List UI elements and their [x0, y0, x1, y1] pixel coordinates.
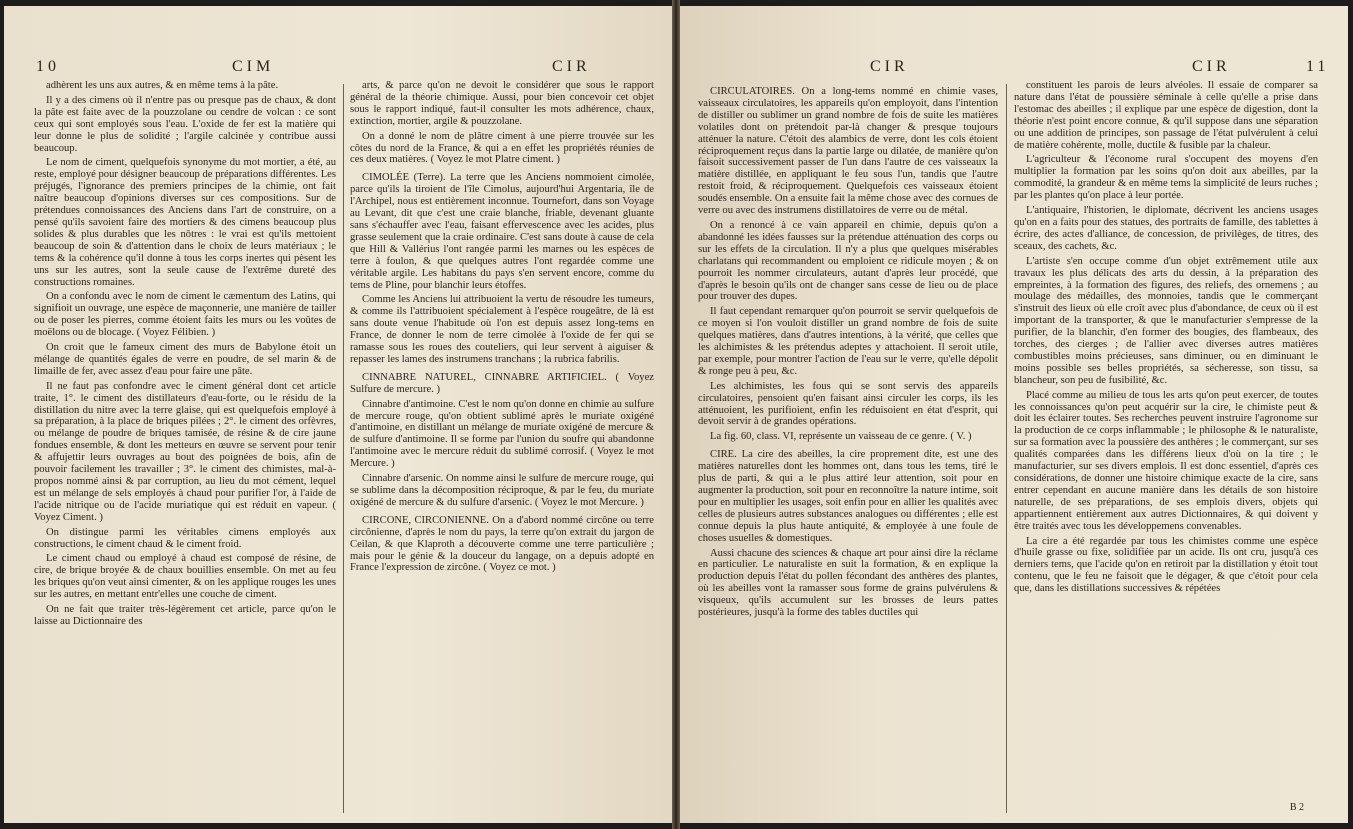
signature-mark: B 2: [1289, 802, 1304, 813]
running-header-right: [680, 58, 1348, 80]
paragraph: CIRCONE, CIRCONIENNE. On a d'abord nommé circône ou terre circônienne, d'après le nom du pays, la terre qu'on extrait du jargon de Ceilan, & que Klaproth a découverte comme une terre particulière ; mais pour le génie & la douceur du langage, on a depuis adopté en France l'expression de zircône. ( Voyez ce mot. ): [350, 514, 654, 574]
right-column-2: [1014, 80, 1318, 598]
paragraph: On a confondu avec le nom de ciment le cæmentum des Latins, qui signifioit un ouvrage, une espèce de maçonnerie, une manière de tailler ou de poser les pierres, comme étoient faits les murs ou les voûtes de moëlons ou de blocage. ( Voyez Félibien. ): [34, 291, 336, 339]
paragraph: adhèrent les uns aux autres, & en même tems à la pâte.: [46, 80, 279, 91]
page-number-left: 10: [36, 58, 60, 75]
left-column-2: [350, 80, 654, 577]
right-page: [680, 6, 1348, 823]
paragraph: L'agriculteur & l'économe rural s'occupent des moyens d'en multiplier la formation par les soins qu'on doit aux abeilles, par la commodité, la grandeur & en même tems la simplicité de leurs ruches ; par les plantes qu'on place à leur portée.: [1014, 154, 1318, 202]
running-head-right-1: CIR: [870, 58, 909, 75]
paragraph: CIMOLÉE (Terre). La terre que les Anciens nommoient cimolée, parce qu'ils la tiroient de l'île Cimolus, aujourd'hui Argentaria, île de l'Archipel, nous est entièrement inconnue. Tournefort, dans son Voyage au Levant, dit que c'est une craie blanche, friable, devenant gluante sans s'échauffer avec l'eau, faisant effervescence avec les acides, plus grasse seulement que la craie ordinaire. C'est sans doute à cause de cela que Hill & Vallérius l'ont rangée parmi les marnes ou les espèces de terre à foulon, & que quelques autres l'ont regardée comme une véritable argile. Les habitans du pays s'en servent encore, comme du tems de Pline, pour blanchir leurs étoffes.: [350, 172, 654, 291]
paragraph: Cinnabre d'antimoine. C'est le nom qu'on donne en chimie au sulfure de mercure rouge, qu'on obtient sublimé après le muriate oxigéné d'antimoine, en distillant un mélange de muriate oxigéné de mercure & de sulfure d'antimoine. Il se forme par l'union du soufre qui abandonne l'antimoine avec le mercure réduit du sublimé corrosif. ( Voyez le mot Mercure. ): [350, 398, 654, 470]
running-header-left: [4, 58, 672, 80]
running-head-left-1: CIM: [232, 58, 275, 75]
page-number-right: 11: [1306, 58, 1330, 75]
column-rule-right: [1006, 84, 1007, 813]
paragraph: Placé comme au milieu de tous les arts qu'on peut exercer, de toutes les connoissances qu'on peut acquérir sur la cire, le chimiste peut & doit les éclairer toutes. Ses recherches peuvent instruire l'agronome sur la production de ce corps inflammable ; le philosophe & le naturaliste, sur sa formation avec la poussière des anthères ; le commerçant, sur ses qualités comparées dans les différens lieux d'où on la tire ; le manufacturier, sur ses divers emplois. Il est donc essentiel, d'après ces considérations, de donner une histoire chimique exacte de la cire, sans entrer cependant en aucune manière dans les détails de son histoire naturelle, de ses préparations, de ses emplois divers, objets qui appartiennent entièrement aux autres Dictionnaires, & qui doivent y être traités avec tous les développemens convenables.: [1014, 389, 1318, 532]
paragraph: CINNABRE NATUREL, CINNABRE ARTIFICIEL. ( Voyez Sulfure de mercure. ): [350, 371, 654, 395]
left-column-1: [34, 80, 336, 631]
paragraph: L'antiquaire, l'historien, le diplomate, décrivent les anciens usages qu'on en a faits pour des statues, des portraits de famille, des tablettes à écrire, des actes d'alliance, de concession, de privilèges, de titres, des sceaux, des cachets, &c.: [1014, 205, 1318, 252]
running-head-left-2: CIR: [552, 58, 591, 75]
paragraph: Il faut cependant remarquer qu'on pourroit se servir quelquefois de ce moyen si l'on vouloit distiller un grand nombre de fois de suite quelques matières, dans d'autres intentions, à la vérité, que celles que les alchimistes & les prétendus adeptes y attachoient. Il seroit utile, par exemple, pour montrer l'action de l'eau sur le verre, qu'elle dépolit & ronge peu à peu, &c.: [698, 306, 998, 377]
paragraph: La fig. 60, class. VI, représente un vaisseau de ce genre. ( V. ): [710, 431, 972, 443]
paragraph: Comme les Anciens lui attribuoient la vertu de résoudre les tumeurs, & comme ils l'attribuoient spécialement à l'espèce rougeâtre, de là est sans doute venue l'habitude où l'on est depuis assez long-tems en France, de donner le nom de terre cimolée à l'oxide de fer qui se ramasse sous les roues des couteliers, qui leur servent à aiguiser & repasser les lames des instrumens tranchans ; la rubrica fabrilis.: [350, 294, 654, 365]
paragraph: Aussi chacune des sciences & chaque art pour ainsi dire la réclame en particulier. Le naturaliste en suit la formation, & en explique la production depuis l'état du pollen fécondant des anthères des plantes, où les abeilles vont la ramasser sous forme de grains pulvérulens & visqueux, qu'ils accumulent sur les brosses de leurs pattes postérieures, jusqu'à la forme des tables ductiles qui: [698, 547, 998, 619]
paragraph: Il y a des cimens où il n'entre pas ou presque pas de chaux, & dont la pâte est faite avec de la pouzzolane ou cendre de volcan : ce sont ceux qui sont employés sous l'eau. L'oxide de fer est la matière qui leur donne le plus de solidité ; l'argile calcinée y contribue aussi beaucoup.: [34, 94, 336, 154]
running-head-right-2: CIR: [1192, 58, 1231, 75]
paragraph: constituent les parois de leurs alvéoles. Il essaie de comparer sa nature dans l'état de poussière séminale à celle qu'elle a prise dans l'estomac des abeilles ; il explique par une espèce de digestion, dont la théorie n'est point encore connue, & qu'il suppose dans une séparation ou une addition de principes, son passage de l'état pulvérulent à celui de matière cohérente, molle, ductile & fusible par la chaleur.: [1014, 80, 1318, 151]
paragraph: Le ciment chaud ou employé à chaud est composé de résine, de cire, de brique broyée & de chaux bouillies ensemble. On met au feu les briques qu'on veut ainsi cimenter, & on les applique rouges les unes sur les autres, en mettant entr'elles une couche de ciment.: [34, 553, 336, 601]
column-rule-left: [343, 84, 344, 813]
paragraph: On ne fait que traiter très-légèrement cet article, parce qu'on le laisse au Dictionnaire des: [34, 604, 336, 627]
right-column-1: [698, 80, 998, 622]
paragraph: arts, & parce qu'on ne devoit le considérer que sous le rapport général de la théorie chimique. Aussi, pour bien concevoir cet objet sous le rapport indiqué, faut-il consulter les mots adhérence, chaux, extinction, mortier, argile & pouzzolane.: [350, 80, 654, 127]
paragraph: CIRCULATOIRES. On a long-tems nommé en chimie vases, vaisseaux circulatoires, les appareils qu'on employoit, dans l'intention de distiller ou sublimer un grand nombre de fois de suite les matières volatiles dont on prétendoit par-là changer & presque toujours atténuer la nature. C'étoit des alambics de verre, dont les cols étoient réciproquement reçus dans la partie large ou dilatée, de manière qu'on faisoit successivement passer de l'un dans l'autre de ces vaisseaux la matière distillée, en appliquant le feu sous l'un, tandis que l'autre restoit froid, & réciproquement. Quelquefois ces vaisseaux étoient soudés ensemble. On a ensuite fait la même chose avec des cornues de verre ou avec des instrumens distillatoires de verre ou de métal.: [698, 86, 998, 217]
paragraph: On a donné le nom de plâtre ciment à une pierre trouvée sur les côtes du nord de la France, & qui a en effet les propriétés réunies de ces deux matières. ( Voyez le mot Platre ciment. ): [350, 130, 654, 166]
paragraph: La cire a été regardée par tous les chimistes comme une espèce d'huile grasse ou fixe, solidifiée par un acide. Ils ont cru, jusqu'à ces derniers tems, que l'acide qu'on en retiroit par la distillation y étoit tout contenu, que le feu ne faisoit que le dégager, & que c'étoit pour cela que, dans les distillations successives & répétées: [1014, 535, 1318, 595]
paragraph: On croit que le fameux ciment des murs de Babylone étoit un mélange de quantités égales de verre en poudre, de sel marin & de limaille de fer, avec assez d'eau pour faire une pâte.: [34, 342, 336, 377]
paragraph: L'artiste s'en occupe comme d'un objet extrêmement utile aux travaux les plus délicats des arts du dessin, à la préparation des empreintes, à la formation des figures, des reliefs, des ornemens ; au moulage des médailles, des monnoies, tandis que le commerçant s'instruit des lieux où elle croît avec plus d'abondance, de ceux où il est important de la transporter, & que le manufacturier s'empresse de la purifier, de la blanchir, d'en former des bougies, des flambeaux, des torches, des cierges ; de l'allier avec diverses autres matières combustibles moins précieuses, sans diminuer, ou en diminuant le moins possible ses belles propriétés, sa sécheresse, son tissu, sa blancheur, son peu de fusibilité, &c.: [1014, 255, 1318, 386]
paragraph: Le nom de ciment, quelquefois synonyme du mot mortier, a été, au reste, employé pour désigner beaucoup de préparations différentes. Les préjugés, l'ignorance des premiers principes de la chimie, ont fait naître beaucoup d'opinions diverses sur ces compositions. Sur de prétendues connoissances des Anciens dans l'art de construire, on a pensé qu'ils savoient faire des mortiers & des cimens beaucoup plus solides & plus durables que les nôtres : le vrai est qu'ils mettoient beaucoup de soin & d'attention dans le choix de leurs matériaux ; le tems & la cohérence qu'il donne à tous les corps inertes qui pèsent les uns sur les autres, sont la seule cause de l'extrême dureté des constructions romaines.: [34, 157, 336, 288]
paragraph: CIRE. La cire des abeilles, la cire proprement dite, est une des matières naturelles dont les hommes ont, dans tous les tems, tiré le plus de parti, & qui a le plus attiré leur attention, soit pour en augmenter la production, soit pour en reconnoître la nature intime, soit pour en multiplier les usages, soit enfin pour en allier les qualités avec celles de plusieurs autres substances analogues ou différentes ; elle est connue depuis la plus haute antiquité, & employée à une foule de choses usuelles & domestiques.: [698, 449, 998, 544]
paragraph: On distingue parmi les véritables cimens employés aux constructions, le ciment chaud & le ciment froid.: [34, 526, 336, 550]
book-gutter: [672, 0, 680, 829]
left-page: [4, 6, 672, 823]
paragraph: Cinnabre d'arsenic. On nomme ainsi le sulfure de mercure rouge, qui se sublime dans la décomposition réciproque, & par le feu, du muriate oxigéné de mercure & du sulfure d'arsenic. ( Voyez le mot Mercure. ): [350, 473, 654, 508]
paragraph: Les alchimistes, les fous qui se sont servis des appareils circulatoires, pensoient qu'en faisant ainsi circuler les corps, ils les atténuoient, les purifioient, enfin les réduisoient en état d'esprit, qui devoit servir à de grandes opérations.: [698, 380, 998, 428]
paragraph: Il ne faut pas confondre avec le ciment général dont cet article traite, 1°. le ciment des distillateurs d'eau-forte, ou le résidu de la distillation du nitre avec la terre glaise, qui est quelquefois employé à sa préparation, à la place de briques pilées ; 2°. le ciment des orfèvres, ou mélange de poudre de briques tamisée, de résine & de cire jaune fondues ensemble, & dont les metteurs en œuvre se servent pour tenir & affujettir leurs ouvrages au bout des poignées de bois, afin de pouvoir facilement les travailler ; 3°. le ciment des chimistes, mal-à-propos nommé ainsi & par corruption, au lieu du mot cément, lequel est un mélange de sels employés à chaud pour purifier l'or, à l'aide de l'acide nitrique ou de l'acide muriatique qui est réduit en vapeur. ( Voyez Ciment. ): [34, 380, 336, 523]
paragraph: On a renoncé à ce vain appareil en chimie, depuis qu'on a abandonné les idées fausses sur la prétendue atténuation des corps ou sur les effets de la circulation. Il n'y a plus que quelques misérables charlatans qui recommandent ou emploient ce ridicule moyen ; & on pourroit les nommer circulateurs, autant d'après leur procédé, que d'après le besoin qu'ils ont de changer sans cesse de lieu ou de place pour trouver des dupes.: [698, 219, 998, 303]
